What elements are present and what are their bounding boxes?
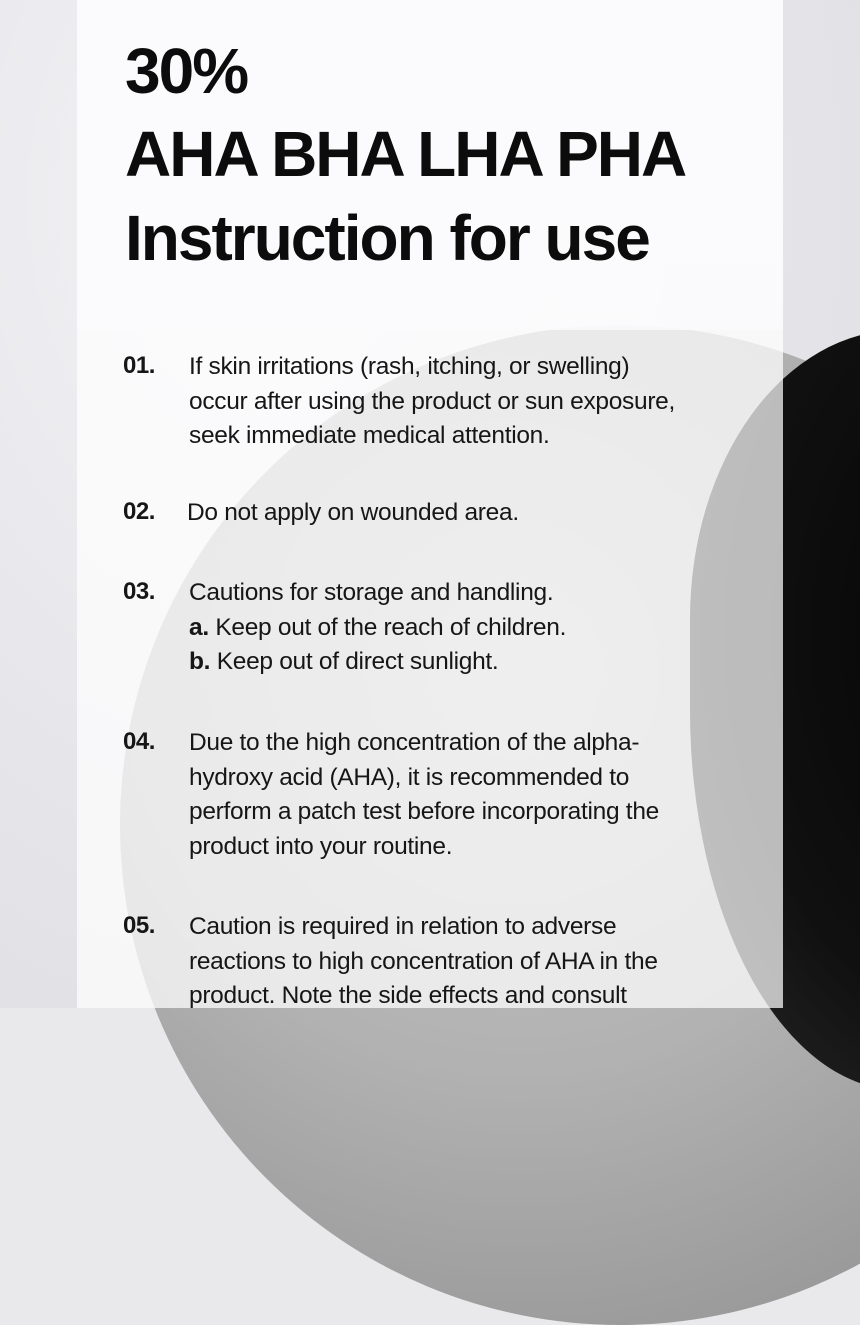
item-text [189,726,779,864]
item-text [187,496,777,531]
item-line: product into your routine. [189,832,453,860]
item-number: 02. [123,498,155,525]
sub-item-label: b. [189,648,211,675]
item-line: reactions to high concentration of AHA in the [189,947,658,975]
item-line: Do not apply on wounded area. [187,499,519,526]
item-number: 04. [123,728,155,755]
instruction-panel [77,0,783,1008]
sub-item-label: a. [189,613,209,641]
item-number: 01. [123,352,155,379]
sub-item-text: Keep out of direct sunlight. [216,648,499,675]
item-line: product. Note the side effects and consult [189,982,627,1008]
title-percentage: 30% [125,35,248,107]
sub-item-text: Keep out of the reach of children. [215,613,567,641]
page-title [125,30,685,280]
item-line: Due to the high concentration of the alpha- [189,729,640,756]
item-text [189,576,779,680]
item-line: Caution is required in relation to adverse [189,913,617,940]
sub-item-b [189,645,779,680]
item-line: hydroxy acid (AHA), it is recommended to [189,763,630,791]
item-number: 05. [123,912,155,939]
item-line: Cautions for storage and handling. [189,579,554,606]
item-line: If skin irritations (rash, itching, or swelling) [189,353,630,380]
item-text [189,350,779,454]
item-line: perform a patch test before incorporating the [189,798,659,825]
item-text [189,910,779,1008]
title-acids: AHA BHA LHA PHA [125,118,686,190]
item-number: 03. [123,578,155,605]
title-instruction: Instruction for use [125,202,649,274]
item-line: occur after using the product or sun exposure, [189,387,676,415]
item-line: seek immediate medical attention. [189,422,550,449]
sub-item-a [189,611,779,646]
